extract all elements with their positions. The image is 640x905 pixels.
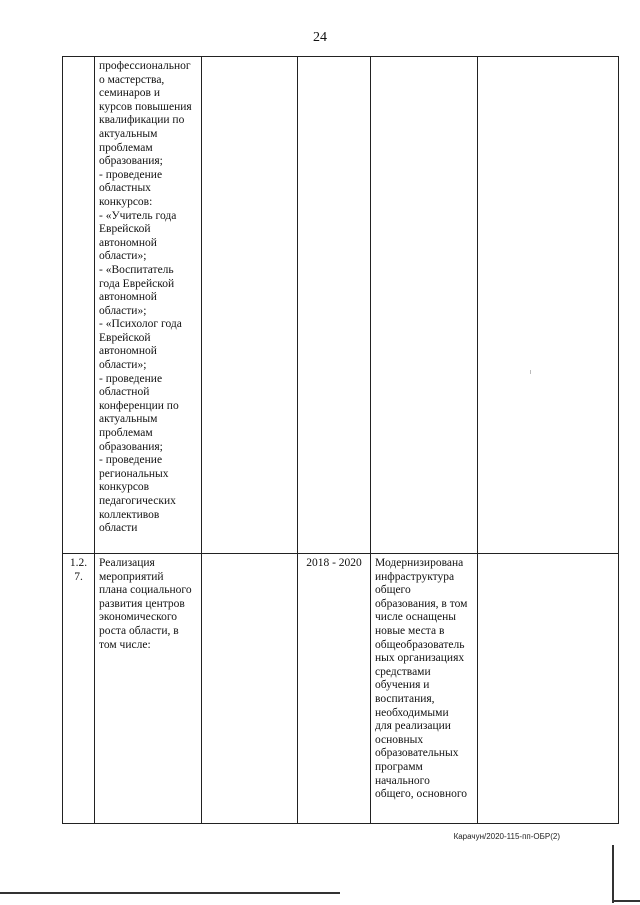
activity-name-cell: Реализация мероприятий плана социального развития центров экономического роста области, в том числе:: [95, 554, 202, 824]
row-number-cell: [63, 57, 95, 554]
result-cell: Модернизирована инфраструктура общего образования, в том числе оснащены новые места в общеобразователь ных организациях средствами обучения и воспитания, необходимыми для реализации основных образовательных программ начального общего, основного: [371, 554, 478, 824]
scan-artifact: [530, 370, 531, 374]
period-cell: [298, 57, 371, 554]
empty-cell: [202, 554, 298, 824]
table-row: [63, 57, 619, 554]
scan-edge-tick: [612, 900, 640, 902]
scan-edge-line: [0, 892, 340, 894]
empty-cell: [202, 57, 298, 554]
activity-name-cell: профессиональног о мастерства, семинаров и курсов повышения квалификации по актуальным проблемам образования; - проведение областных конкурсов: - «Учитель года Еврейской автономной области»; - «Воспитатель года Еврейской автономной области»; - «Психолог года Еврейской автономной области»; - проведение областной конференции по актуальным проблемам образования; - проведение региональных конкурсов педагогических коллективов области: [95, 57, 202, 554]
page-number: 24: [313, 30, 327, 45]
result-cell: [371, 57, 478, 554]
empty-cell: [478, 554, 619, 824]
program-table: [62, 56, 619, 824]
scan-edge-mark: [612, 845, 614, 903]
row-number-cell: 1.2. 7.: [63, 554, 95, 824]
empty-cell: [478, 57, 619, 554]
period-cell: 2018 - 2020: [298, 554, 371, 824]
table-row: [63, 554, 619, 824]
document-code: Карачун/2020-115-пп-ОБР(2): [453, 832, 560, 841]
